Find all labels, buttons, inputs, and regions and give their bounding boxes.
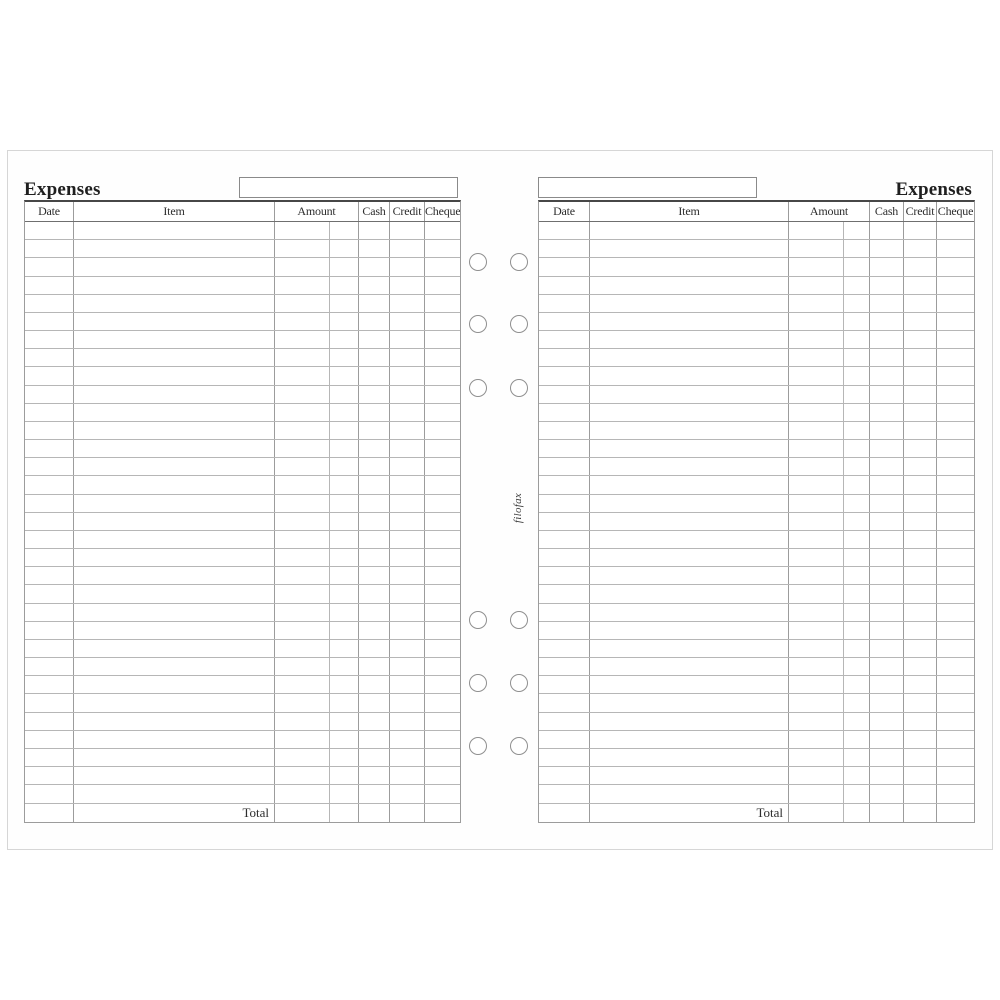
blank-cell: [539, 476, 590, 493]
blank-cell: [904, 495, 937, 512]
blank-cell: [904, 676, 937, 693]
blank-cell: [904, 567, 937, 584]
blank-cell: [590, 676, 789, 693]
blank-cell: [904, 640, 937, 657]
blank-entry-row: [539, 549, 974, 567]
blank-cell: [937, 331, 974, 348]
column-header-cheque: Cheque: [937, 204, 974, 218]
blank-entry-row: [539, 240, 974, 258]
blank-cell: [590, 531, 789, 548]
blank-cell: [937, 367, 974, 384]
blank-cell: [904, 549, 937, 566]
blank-cell: [844, 531, 870, 548]
blank-entry-row: [539, 458, 974, 476]
blank-cell: [789, 367, 844, 384]
blank-cell: [539, 676, 590, 693]
blank-cell: [844, 386, 870, 403]
blank-cell: [539, 694, 590, 711]
filofax-logo: filofax: [512, 492, 524, 524]
blank-cell: [539, 640, 590, 657]
blank-entry-row: [539, 222, 974, 240]
blank-cell: [789, 313, 844, 330]
blank-cell: [844, 222, 870, 239]
blank-cell: [789, 476, 844, 493]
blank-cell: [870, 713, 904, 730]
blank-cell: [870, 313, 904, 330]
blank-entry-row: [539, 622, 974, 640]
total-label: Total: [590, 804, 789, 822]
blank-cell: [870, 622, 904, 639]
blank-cell: [937, 295, 974, 312]
blank-cell: [844, 513, 870, 530]
blank-cell: [904, 476, 937, 493]
blank-cell: [590, 295, 789, 312]
blank-cell: [937, 713, 974, 730]
blank-cell: [590, 585, 789, 602]
blank-cell: [904, 658, 937, 675]
blank-cell: [590, 476, 789, 493]
blank-cell: [844, 640, 870, 657]
blank-cell: [844, 658, 870, 675]
column-header-date: Date: [539, 202, 590, 221]
blank-cell: [904, 277, 937, 294]
blank-entry-row: [539, 767, 974, 785]
binder-hole: [469, 674, 487, 692]
blank-cell: [844, 349, 870, 366]
blank-entry-row: [539, 676, 974, 694]
blank-entry-row: [539, 749, 974, 767]
blank-cell: [870, 277, 904, 294]
blank-cell: [590, 767, 789, 784]
blank-cell: [789, 295, 844, 312]
blank-cell: [539, 658, 590, 675]
blank-cell: [844, 567, 870, 584]
blank-cell: [870, 549, 904, 566]
blank-cell: [904, 240, 937, 257]
blank-cell: [590, 604, 789, 621]
blank-entry-row: [539, 258, 974, 276]
blank-cell: [789, 240, 844, 257]
blank-cell: [590, 658, 789, 675]
blank-cell: [870, 604, 904, 621]
blank-cell: [844, 622, 870, 639]
blank-cell: [539, 731, 590, 748]
blank-cell: [844, 495, 870, 512]
binder-hole: [469, 315, 487, 333]
blank-cell: [937, 622, 974, 639]
blank-entry-row: [539, 567, 974, 585]
binder-hole: [510, 674, 528, 692]
blank-entry-row: [539, 694, 974, 712]
blank-cell: [904, 694, 937, 711]
blank-cell: [539, 277, 590, 294]
blank-cell: [789, 567, 844, 584]
blank-cell: [937, 604, 974, 621]
blank-cell: [937, 549, 974, 566]
blank-cell: [937, 749, 974, 766]
blank-cell: [937, 531, 974, 548]
page-title: Expenses: [895, 179, 972, 200]
blank-cell: [870, 513, 904, 530]
blank-cell: [844, 240, 870, 257]
blank-cell: [590, 495, 789, 512]
blank-cell: [904, 604, 937, 621]
blank-cell: [870, 531, 904, 548]
blank-cell: [904, 513, 937, 530]
blank-cell: [904, 785, 937, 802]
blank-cell: [789, 331, 844, 348]
blank-cell: [870, 240, 904, 257]
binder-hole: [510, 315, 528, 333]
blank-cell: [844, 258, 870, 275]
blank-cell: [904, 258, 937, 275]
blank-cell: [539, 386, 590, 403]
column-header-amount: Amount: [789, 202, 870, 221]
blank-cell: [870, 567, 904, 584]
blank-cell: [539, 513, 590, 530]
blank-cell: [937, 277, 974, 294]
blank-cell: [590, 349, 789, 366]
blank-cell: [789, 495, 844, 512]
blank-cell: [789, 676, 844, 693]
blank-cell: [789, 258, 844, 275]
blank-cell: [789, 549, 844, 566]
blank-cell: [870, 749, 904, 766]
blank-cell: [590, 513, 789, 530]
blank-cell: [904, 331, 937, 348]
blank-cell: [539, 367, 590, 384]
blank-cell: [844, 313, 870, 330]
blank-cell: [539, 785, 590, 802]
blank-cell: [590, 367, 789, 384]
table-body: [539, 222, 974, 804]
blank-cell: [539, 622, 590, 639]
blank-cell: [904, 386, 937, 403]
blank-cell: [870, 640, 904, 657]
blank-cell: [789, 604, 844, 621]
blank-cell: [844, 785, 870, 802]
blank-cell: [844, 713, 870, 730]
blank-cell: [844, 731, 870, 748]
blank-entry-row: [539, 658, 974, 676]
blank-cell: [789, 277, 844, 294]
blank-cell: [844, 277, 870, 294]
blank-cell: [937, 731, 974, 748]
blank-cell: [844, 440, 870, 457]
blank-cell: [844, 295, 870, 312]
blank-cell: [789, 422, 844, 439]
blank-cell: [539, 313, 590, 330]
blank-cell: [590, 458, 789, 475]
blank-cell: [789, 785, 844, 802]
blank-entry-row: [539, 367, 974, 385]
blank-cell: [590, 749, 789, 766]
blank-cell: [904, 622, 937, 639]
page-title: Expenses: [24, 179, 101, 200]
blank-cell: [590, 785, 789, 802]
blank-cell: [539, 713, 590, 730]
blank-cell: [789, 458, 844, 475]
blank-cell: [789, 713, 844, 730]
column-header-amount: Amount: [275, 202, 359, 221]
blank-cell: [904, 749, 937, 766]
blank-cell: [870, 422, 904, 439]
blank-cell: [539, 804, 590, 822]
blank-cell: [539, 458, 590, 475]
binder-hole: [469, 253, 487, 271]
blank-cell: [789, 640, 844, 657]
blank-cell: [904, 295, 937, 312]
blank-cell: [590, 567, 789, 584]
blank-cell: [904, 313, 937, 330]
blank-cell: [590, 386, 789, 403]
blank-entry-row: [539, 585, 974, 603]
blank-cell: [789, 731, 844, 748]
blank-cell: [937, 422, 974, 439]
blank-cell: [904, 458, 937, 475]
blank-cell: [904, 367, 937, 384]
blank-cell: [789, 658, 844, 675]
blank-cell: [539, 331, 590, 348]
blank-cell: [590, 694, 789, 711]
blank-entry-row: [539, 349, 974, 367]
blank-cell: [870, 295, 904, 312]
blank-entry-row: [539, 440, 974, 458]
blank-cell: [937, 476, 974, 493]
blank-cell: [590, 258, 789, 275]
blank-cell: [844, 767, 870, 784]
expenses-table: [538, 200, 975, 823]
photo-frame: [7, 150, 993, 850]
blank-cell: [539, 222, 590, 239]
blank-cell: [590, 640, 789, 657]
blank-cell: [539, 295, 590, 312]
total-amount-decimal-cell: [844, 804, 870, 822]
blank-cell: [937, 458, 974, 475]
blank-cell: [870, 440, 904, 457]
blank-entry-row: [539, 731, 974, 749]
blank-cell: [904, 531, 937, 548]
blank-cell: [590, 622, 789, 639]
blank-cell: [844, 422, 870, 439]
blank-cell: [539, 258, 590, 275]
binder-hole: [469, 737, 487, 755]
blank-cell: [870, 676, 904, 693]
blank-entry-row: [539, 713, 974, 731]
blank-cell: [789, 767, 844, 784]
blank-cell: [539, 422, 590, 439]
blank-cell: [870, 767, 904, 784]
blank-cell: [904, 731, 937, 748]
blank-entry-row: [539, 422, 974, 440]
blank-cell: [844, 331, 870, 348]
blank-cell: [539, 349, 590, 366]
column-header-cash: Cash: [870, 202, 904, 221]
blank-cell: [937, 767, 974, 784]
total-label: Total: [74, 804, 275, 822]
blank-cell: [937, 404, 974, 421]
blank-entry-row: [539, 277, 974, 295]
binder-hole: [510, 379, 528, 397]
blank-cell: [937, 513, 974, 530]
blank-cell: [789, 531, 844, 548]
blank-cell: [539, 404, 590, 421]
blank-cell: [844, 549, 870, 566]
blank-cell: [870, 349, 904, 366]
column-header-credit: Credit: [904, 202, 937, 221]
blank-cell: [904, 440, 937, 457]
blank-cell: [789, 694, 844, 711]
blank-cell: [539, 604, 590, 621]
binder-hole: [510, 737, 528, 755]
blank-cell: [937, 694, 974, 711]
column-header-credit: Credit: [390, 202, 425, 221]
blank-entry-row: [539, 404, 974, 422]
blank-cell: [937, 585, 974, 602]
blank-cell: [870, 258, 904, 275]
blank-entry-row: [539, 495, 974, 513]
blank-entry-row: [539, 295, 974, 313]
blank-cell: [844, 749, 870, 766]
blank-cell: [870, 658, 904, 675]
blank-cell: [870, 785, 904, 802]
blank-cell: [844, 604, 870, 621]
blank-cell: [870, 404, 904, 421]
blank-cell: [904, 713, 937, 730]
blank-cell: [590, 313, 789, 330]
blank-cell: [904, 404, 937, 421]
table-header-row: [539, 202, 974, 222]
column-header-item: Item: [74, 202, 275, 221]
blank-cell: [870, 331, 904, 348]
blank-cell: [789, 622, 844, 639]
blank-cell: [844, 585, 870, 602]
total-amount-cell: [789, 804, 844, 822]
blank-cell: [937, 785, 974, 802]
blank-cell: [870, 585, 904, 602]
blank-cell: [870, 476, 904, 493]
blank-cell: [937, 258, 974, 275]
column-header-date: Date: [25, 202, 74, 221]
blank-cell: [539, 567, 590, 584]
blank-entry-row: [539, 785, 974, 803]
blank-entry-row: [539, 313, 974, 331]
blank-cell: [789, 386, 844, 403]
blank-entry-row: [539, 331, 974, 349]
blank-cell: [870, 495, 904, 512]
right-page: [8, 151, 992, 849]
blank-cell: [870, 367, 904, 384]
blank-cell: [590, 422, 789, 439]
blank-cell: [937, 313, 974, 330]
column-header-cheque: Cheque: [425, 204, 460, 218]
period-label-box: [538, 177, 757, 198]
binder-hole: [469, 379, 487, 397]
blank-cell: [904, 422, 937, 439]
blank-cell: [590, 404, 789, 421]
blank-cell: [870, 458, 904, 475]
blank-cell: [590, 731, 789, 748]
blank-cell: [937, 386, 974, 403]
blank-cell: [590, 222, 789, 239]
blank-cell: [789, 749, 844, 766]
blank-cell: [937, 495, 974, 512]
blank-cell: [844, 694, 870, 711]
total-cheque-cell: [937, 804, 974, 822]
blank-cell: [590, 713, 789, 730]
blank-cell: [937, 222, 974, 239]
blank-cell: [844, 404, 870, 421]
blank-cell: [844, 476, 870, 493]
blank-cell: [590, 331, 789, 348]
total-cash-cell: [870, 804, 904, 822]
blank-cell: [904, 585, 937, 602]
blank-cell: [844, 676, 870, 693]
column-header-cash: Cash: [359, 202, 390, 221]
blank-cell: [937, 676, 974, 693]
blank-cell: [904, 222, 937, 239]
blank-cell: [590, 549, 789, 566]
blank-cell: [937, 567, 974, 584]
blank-cell: [870, 731, 904, 748]
blank-cell: [870, 694, 904, 711]
blank-cell: [904, 767, 937, 784]
blank-cell: [789, 440, 844, 457]
blank-entry-row: [539, 386, 974, 404]
column-header-item: Item: [590, 202, 789, 221]
blank-cell: [789, 513, 844, 530]
blank-cell: [539, 585, 590, 602]
blank-cell: [539, 549, 590, 566]
total-row: [539, 804, 974, 822]
blank-cell: [844, 367, 870, 384]
blank-cell: [870, 222, 904, 239]
blank-cell: [789, 404, 844, 421]
blank-cell: [789, 349, 844, 366]
blank-cell: [937, 440, 974, 457]
blank-cell: [870, 386, 904, 403]
blank-cell: [539, 240, 590, 257]
blank-cell: [539, 440, 590, 457]
blank-cell: [904, 349, 937, 366]
blank-cell: [937, 658, 974, 675]
total-credit-cell: [904, 804, 937, 822]
blank-cell: [539, 767, 590, 784]
blank-entry-row: [539, 604, 974, 622]
blank-cell: [590, 440, 789, 457]
blank-cell: [937, 349, 974, 366]
blank-cell: [539, 531, 590, 548]
blank-entry-row: [539, 640, 974, 658]
binder-hole: [510, 611, 528, 629]
blank-cell: [937, 640, 974, 657]
blank-cell: [789, 222, 844, 239]
blank-cell: [590, 277, 789, 294]
blank-cell: [789, 585, 844, 602]
blank-cell: [539, 749, 590, 766]
binder-hole: [469, 611, 487, 629]
blank-entry-row: [539, 531, 974, 549]
blank-entry-row: [539, 476, 974, 494]
binder-hole: [510, 253, 528, 271]
blank-entry-row: [539, 513, 974, 531]
blank-cell: [590, 240, 789, 257]
blank-cell: [844, 458, 870, 475]
blank-cell: [539, 495, 590, 512]
blank-cell: [937, 240, 974, 257]
